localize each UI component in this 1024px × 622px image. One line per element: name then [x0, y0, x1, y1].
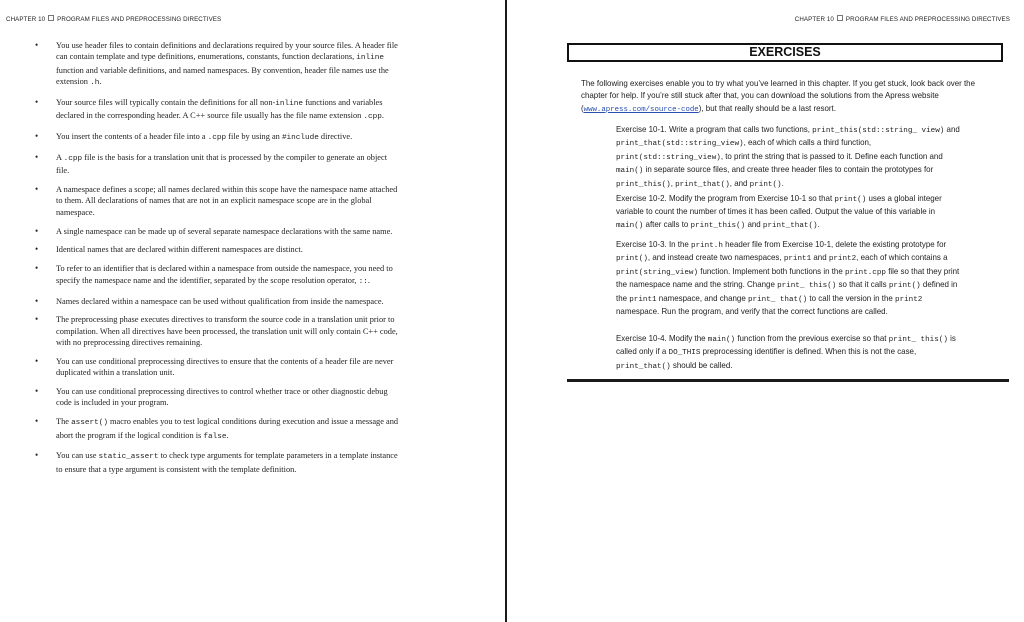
text-run: file is the basis for a translation unit that is processed by the compiler to generate an object file. — [56, 152, 388, 176]
text-run: . — [226, 430, 229, 440]
running-head-right — [795, 15, 1010, 23]
exercise-10-2 — [616, 193, 964, 232]
text-run: file so that they print the namespace name and the string. Change — [616, 266, 960, 290]
inline-code: print_this() — [616, 180, 671, 189]
exercises-intro — [581, 78, 1001, 116]
text-run: A single namespace can be made up of several separate namespace declarations with the same name. — [56, 226, 393, 236]
inline-code: DO_THIS — [668, 349, 701, 358]
text-run: defined in the — [616, 280, 958, 303]
text-run: You use header files to contain definitions and declarations required by your source files. A header file can contain template and type definitions, enumerations, constants, function declarations, — [56, 41, 398, 62]
right-page — [509, 0, 1024, 622]
inline-code: inline — [356, 54, 384, 63]
exercises-heading: EXERCISES — [567, 43, 1003, 62]
text-run: ), but that really should be a last resort. — [698, 103, 836, 113]
inline-code: print() — [888, 282, 921, 291]
text-run: Exercise 10-2. Modify the program from Exercise 10-1 so that — [616, 194, 835, 203]
inline-code: static_assert — [98, 453, 159, 462]
inline-code: .h — [90, 78, 100, 87]
text-run: functions and variables declared in the corresponding header. A C++ source file usually has the file name extension — [56, 97, 383, 121]
text-run: To refer to an identifier that is declared within a namespace from outside the namespace, you need to specify the namespace name and the identifier, separated by the scope resolution operator, — [56, 264, 393, 285]
bullet-icon: • — [35, 96, 39, 107]
text-run: , to print the string that is passed to it. Define each function and — [720, 151, 943, 161]
text-run: Exercise 10-3. In the — [616, 240, 692, 249]
inline-code: main() — [707, 336, 736, 344]
section-rule — [567, 379, 1009, 382]
inline-code: :: — [358, 277, 368, 286]
text-run: header file from Exercise 10-1, delete the existing prototype for — [722, 240, 947, 249]
text-run: . — [367, 275, 370, 285]
bullet-icon: • — [35, 355, 39, 366]
inline-code: .cpp — [207, 133, 227, 142]
inline-code: #include — [281, 133, 319, 142]
text-run: and — [811, 253, 829, 263]
inline-code: print_that() — [616, 362, 671, 371]
inline-code: print_ this() — [777, 282, 837, 291]
summary-bullet-item — [35, 314, 399, 348]
inline-code: print.cpp — [844, 268, 886, 277]
text-run: . — [381, 111, 384, 121]
text-run: namespace, and change — [656, 293, 748, 303]
exercise-10-1 — [616, 124, 964, 191]
text-run: uses a global integer variable to count the number of times it has been called. Output the value of this variable in — [616, 194, 942, 217]
summary-bullet-item — [35, 97, 399, 124]
summary-bullet-item — [35, 356, 399, 379]
text-run: A — [56, 152, 64, 162]
source-code-link[interactable]: www.apress.com/source-code — [583, 105, 699, 114]
page-divider — [505, 0, 507, 622]
text-run: , each of which calls a third function, — [743, 138, 872, 148]
running-head-left — [6, 15, 221, 23]
text-run: and — [745, 219, 763, 229]
text-run: The following exercises enable you to try what you’ve learned in this chapter. If you get stuck, look back over the chapter for help. If you’re still stuck after that, you can download the solutions from the Apress website ( — [581, 79, 976, 113]
inline-code: print_this() — [690, 221, 746, 230]
exercise-10-4 — [616, 333, 964, 373]
bullet-icon: • — [35, 40, 39, 50]
inline-code: print(string_view) — [616, 268, 699, 277]
text-run: is called only if a — [616, 334, 956, 357]
text-run: in separate source files, and create three header files to contain the prototypes for — [643, 165, 934, 175]
bullet-icon: • — [35, 314, 39, 325]
text-run: Names declared within a namespace can be used without qualification from inside the namespace. — [56, 296, 384, 306]
inline-code: print2 — [828, 255, 857, 264]
text-run: The preprocessing phase executes directives to transform the source code in a translation unit prior to compilation. When all directives have been processed, the translation unit will only contain C++ code, with no preprocessing directives remaining. — [56, 315, 398, 347]
text-run: . — [781, 178, 784, 188]
inline-code: print.h — [691, 242, 723, 250]
summary-bullet-item — [35, 152, 399, 177]
inline-code: assert() — [71, 419, 108, 428]
text-run: function. Implement both functions in the — [698, 266, 845, 276]
text-run: Exercise 10-4. Modify the — [616, 334, 708, 343]
text-run: Identical names that are declared within different namespaces are distinct. — [56, 245, 303, 255]
running-head-chapter: CHAPTER 10 — [6, 16, 46, 23]
bullet-icon: • — [35, 450, 39, 461]
inline-code: main() — [616, 167, 644, 176]
bullet-icon: • — [35, 184, 39, 195]
summary-bullet-item — [35, 226, 399, 237]
separator-square-icon — [837, 15, 843, 21]
text-run: You can use conditional preprocessing directives to ensure that the contents of a header file are never duplicated within a translation unit. — [56, 356, 394, 378]
bullet-icon: • — [35, 416, 39, 427]
text-run: You can use conditional preprocessing directives to control whether trace or other diagnostic debug code is included in your program. — [56, 387, 388, 408]
text-run: , and — [729, 178, 750, 188]
text-run: . — [817, 219, 820, 229]
text-run: file by using an — [226, 131, 282, 141]
bullet-icon: • — [35, 130, 39, 141]
inline-code: print_that(std::string_view) — [616, 140, 744, 149]
summary-bullet-item — [35, 450, 399, 475]
inline-code: print2 — [895, 295, 923, 304]
inline-code: print_that() — [675, 180, 730, 189]
summary-bullet-item — [35, 386, 399, 409]
summary-bullet-list — [35, 40, 399, 483]
text-run: , — [670, 178, 676, 188]
separator-square-icon — [48, 15, 54, 21]
text-run: to call the version in the — [807, 293, 896, 303]
text-run: to check type arguments for template parameters in a template instance to ensure that a type argument is consistent with the template definition. — [56, 451, 398, 474]
text-run: The — [56, 417, 72, 427]
inline-code: print_that() — [762, 221, 818, 230]
text-run: function and variable definitions, and named namespaces. By convention, header file names use the extension — [56, 65, 389, 86]
text-run: Exercise 10-1. Write a program that calls two functions, — [616, 125, 813, 134]
text-run: preprocessing identifier is defined. When this is not the case, — [700, 347, 917, 357]
inline-code: print_this(std::string_ view) — [812, 127, 945, 135]
running-head-title: PROGRAM FILES AND PREPROCESSING DIRECTIVES — [57, 16, 222, 23]
summary-bullet-item — [35, 263, 399, 288]
bullet-icon: • — [35, 244, 39, 255]
inline-code: print() — [834, 196, 867, 204]
inline-code: print() — [616, 255, 648, 264]
summary-bullet-item — [35, 296, 399, 307]
summary-bullet-item — [35, 131, 399, 144]
bullet-icon: • — [35, 151, 39, 162]
text-run: . — [99, 76, 102, 86]
text-run: should be called. — [670, 360, 733, 370]
inline-code: print_ this() — [888, 336, 948, 344]
exercise-10-3 — [616, 239, 964, 319]
bullet-icon: • — [35, 225, 39, 236]
text-run: Your source files will typically contain the definitions for all non- — [56, 97, 276, 107]
text-run: , and instead create two namespaces, — [647, 253, 784, 263]
text-run: function from the previous exercise so that — [735, 334, 889, 343]
running-head-chapter: CHAPTER 10 — [794, 16, 834, 23]
inline-code: print1 — [783, 255, 812, 264]
inline-code: print(std::string_view) — [616, 153, 721, 162]
text-run: namespace. Run the program, and verify that the correct functions are called. — [616, 307, 888, 317]
text-run: , each of which contains a — [856, 253, 948, 263]
text-run: and — [944, 125, 960, 134]
bullet-icon: • — [35, 295, 39, 306]
text-run: so that it calls — [836, 280, 889, 290]
inline-code: print() — [749, 180, 782, 189]
summary-bullet-item — [35, 40, 399, 89]
bullet-icon: • — [35, 386, 39, 397]
inline-code: .cpp — [63, 154, 83, 163]
bullet-icon: • — [35, 263, 39, 274]
text-run: after calls to — [643, 219, 691, 229]
text-run: You can use — [56, 451, 99, 461]
inline-code: print1 — [629, 295, 657, 304]
inline-code: print_ that() — [747, 295, 808, 304]
inline-code: false — [203, 432, 227, 441]
inline-code: main() — [616, 221, 644, 230]
running-head-title: PROGRAM FILES AND PREPROCESSING DIRECTIVES — [845, 16, 1010, 23]
inline-code: .cpp — [363, 113, 382, 122]
text-run: macro enables you to test logical conditions during execution and issue a message and abort the program if the logical condition is — [56, 417, 399, 440]
inline-code: inline — [275, 99, 303, 108]
summary-bullet-item — [35, 184, 399, 218]
left-page — [0, 0, 506, 622]
text-run: directive. — [318, 131, 353, 141]
summary-bullet-item — [35, 244, 399, 255]
text-run: A namespace defines a scope; all names declared within this scope have the namespace name attached to them. All declarations of names that are not in an explicit namespace scope are in the global namespace. — [56, 185, 398, 217]
summary-bullet-item — [35, 416, 399, 443]
text-run: You insert the contents of a header file into a — [56, 131, 208, 141]
